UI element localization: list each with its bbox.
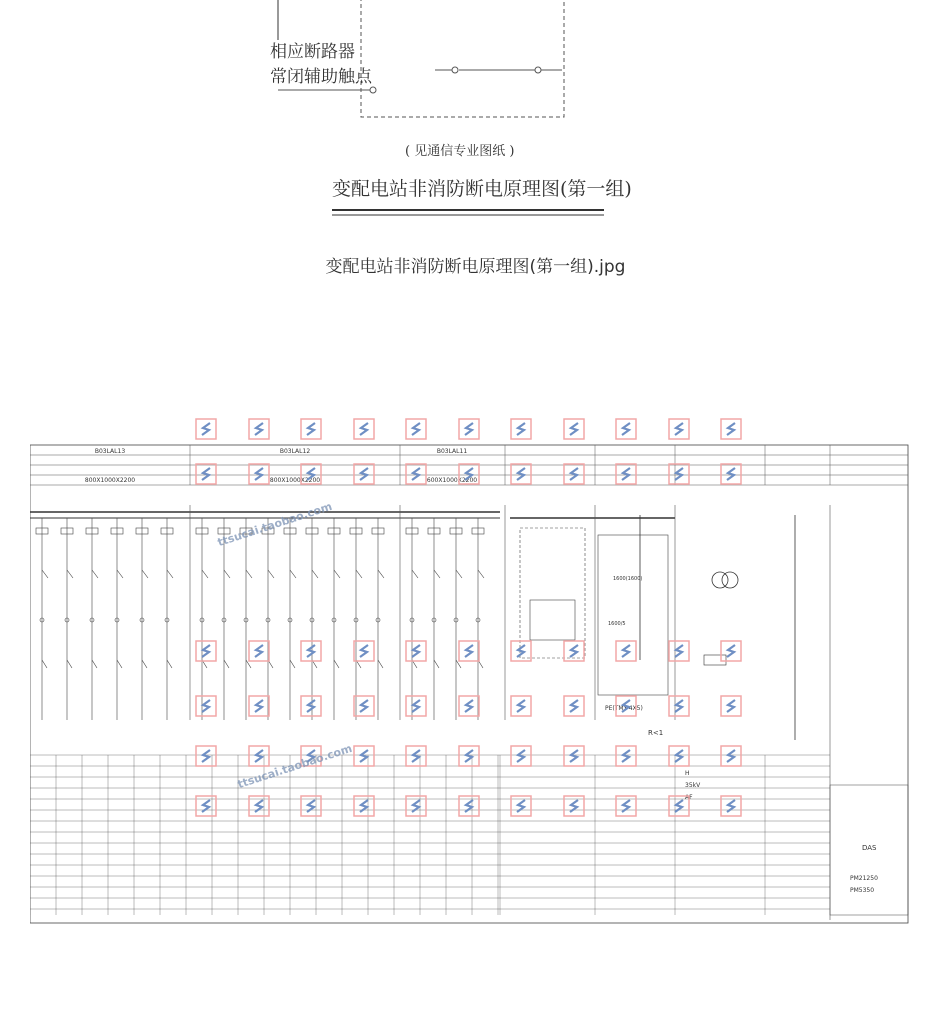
busbar-label: PE(TMY-4X5) (605, 705, 643, 712)
watermark-logo-icon (353, 418, 375, 440)
watermark-logo-icon (300, 418, 322, 440)
contactor-switch (117, 660, 122, 668)
watermark-logo-icon (668, 695, 690, 717)
drawing-title: 变配电站非消防断电原理图(第一组) (332, 178, 632, 200)
breaker-switch (434, 570, 440, 578)
watermark-logo-icon (405, 745, 427, 767)
watermark-logo-icon (458, 745, 480, 767)
watermark-logo-icon (720, 418, 742, 440)
watermark-logo-icon (300, 640, 322, 662)
breaker-switch (456, 570, 462, 578)
contact-label-line2: 常闭辅助触点 (270, 67, 372, 87)
watermark-logo-icon (248, 640, 270, 662)
voltage-h-label: H (685, 770, 690, 777)
watermark-logo-icon (248, 695, 270, 717)
breaker-switch (67, 570, 73, 578)
watermark-logo-icon (563, 463, 585, 485)
watermark-logo-icon (668, 640, 690, 662)
transformer-coil (712, 572, 728, 588)
watermark-logo-icon (458, 640, 480, 662)
main-pm-label: 1600(1600) (613, 576, 643, 582)
breaker-switch (117, 570, 123, 578)
watermark-logo-icon (248, 745, 270, 767)
watermark-logo-icon (458, 795, 480, 817)
watermark-text: ttsucai.taobao.com (215, 499, 334, 550)
contactor-switch (334, 660, 339, 668)
metering-box (530, 600, 575, 640)
watermark-logo-icon (563, 695, 585, 717)
watermark-logo-icon (615, 695, 637, 717)
dashed-enclosure (361, 0, 564, 117)
watermark-logo-icon (668, 745, 690, 767)
watermark-logo-icon (458, 418, 480, 440)
contactor-switch (167, 660, 172, 668)
watermark-logo-icon (300, 463, 322, 485)
breaker-switch (268, 570, 274, 578)
bottom-data-table (30, 755, 830, 915)
watermark-logo-icon (405, 463, 427, 485)
watermark-logo-icon (195, 695, 217, 717)
reference-note: ( 见通信专业图纸 ) (405, 144, 515, 159)
voltage-kv-label: 35kV (685, 782, 701, 789)
schematic-frame (30, 445, 908, 923)
watermark-logo-icon (248, 418, 270, 440)
watermark-logo-icon (615, 463, 637, 485)
watermark-logo-icon (615, 795, 637, 817)
watermark-logo-icon (563, 418, 585, 440)
breaker-switch (356, 570, 362, 578)
watermark-logo-icon (720, 640, 742, 662)
watermark-logo-icon (195, 795, 217, 817)
resistance-label: R<1 (648, 729, 664, 737)
watermark-logo-icon (510, 795, 532, 817)
watermark-logo-icon (405, 640, 427, 662)
watermark-logo-icon (353, 695, 375, 717)
breaker-switch (142, 570, 148, 578)
header-size-3: 600X1000X2200 (426, 477, 478, 484)
watermark-logo-icon (353, 795, 375, 817)
watermark-logo-icon (353, 745, 375, 767)
breaker-switch (224, 570, 230, 578)
watermark-logo-icon (563, 745, 585, 767)
watermark-logo-icon (720, 695, 742, 717)
header-size-2: 800X1000X2200 (269, 477, 321, 484)
watermark-logo-icon (563, 795, 585, 817)
watermark-logo-icon (353, 463, 375, 485)
terminal-circle (535, 67, 541, 73)
watermark-logo-icon (720, 463, 742, 485)
watermark-logo-icon (510, 463, 532, 485)
watermark-logo-icon (405, 418, 427, 440)
distribution-schematic (30, 410, 910, 945)
breaker-switch (312, 570, 318, 578)
contactor-switch (42, 660, 47, 668)
watermark-logo-icon (458, 463, 480, 485)
watermark-logo-icon (195, 418, 217, 440)
contact-label (270, 40, 372, 90)
watermark-logo-icon (668, 463, 690, 485)
watermark-logo-icon (615, 418, 637, 440)
watermark-logo-icon (195, 463, 217, 485)
watermark-logo-icon (563, 640, 585, 662)
watermark-logo-icon (248, 795, 270, 817)
watermark-logo-icon (615, 640, 637, 662)
watermark-logo-icon (615, 745, 637, 767)
contactor-switch (142, 660, 147, 668)
contactor-switch (92, 660, 97, 668)
transformer-coil (722, 572, 738, 588)
watermark-logo-icon (668, 418, 690, 440)
header-cabinet-2: B03LAL12 (279, 448, 311, 455)
header-size-1: 800X1000X2200 (84, 477, 136, 484)
watermark-logo-icon (458, 695, 480, 717)
contactor-switch (290, 660, 295, 668)
watermark-logo-icon (720, 745, 742, 767)
watermark-logo-icon (248, 463, 270, 485)
breaker-switch (246, 570, 252, 578)
watermark-logo-icon (195, 745, 217, 767)
voltage-af-label: AF (685, 794, 693, 801)
watermark-text: ttsucai.taobao.com (235, 741, 354, 792)
breaker-switch (334, 570, 340, 578)
breaker-switch (412, 570, 418, 578)
watermark-logo-icon (510, 695, 532, 717)
contactor-switch (224, 660, 229, 668)
watermark-logo-icon (300, 695, 322, 717)
header-cabinet-1: B03LAL13 (94, 448, 126, 455)
feeder-columns (36, 518, 484, 720)
watermark-logo-icon (668, 795, 690, 817)
breaker-switch (202, 570, 208, 578)
breaker-switch (42, 570, 48, 578)
contactor-switch (434, 660, 439, 668)
watermark-logo-icon (405, 795, 427, 817)
main-breaker-box (598, 535, 668, 695)
breaker-switch (167, 570, 173, 578)
watermark-logo-icon (510, 745, 532, 767)
pm-model2-label: PM5350 (850, 887, 875, 894)
watermark-logo-icon (300, 795, 322, 817)
watermark-logo-icon (195, 640, 217, 662)
contactor-switch (378, 660, 383, 668)
contact-label-line1: 相应断路器 (270, 42, 355, 62)
panel-amp-label: 1600/5 (608, 621, 626, 627)
watermark-logo-icon (720, 795, 742, 817)
file-caption: 变配电站非消防断电原理图(第一组).jpg (325, 257, 626, 277)
watermark-logo-icon (510, 640, 532, 662)
header-cabinet-3: B03LAL11 (436, 448, 468, 455)
breaker-switch (478, 570, 484, 578)
contactor-switch (67, 660, 72, 668)
watermark-logo-icon (510, 418, 532, 440)
breaker-switch (92, 570, 98, 578)
breaker-switch (378, 570, 384, 578)
breaker-switch (290, 570, 296, 578)
terminal-circle (452, 67, 458, 73)
pm-model-label: PM21250 (850, 875, 878, 882)
das-label: DAS (862, 844, 877, 852)
watermark-logo-icon (353, 640, 375, 662)
watermark-logo-icon (405, 695, 427, 717)
